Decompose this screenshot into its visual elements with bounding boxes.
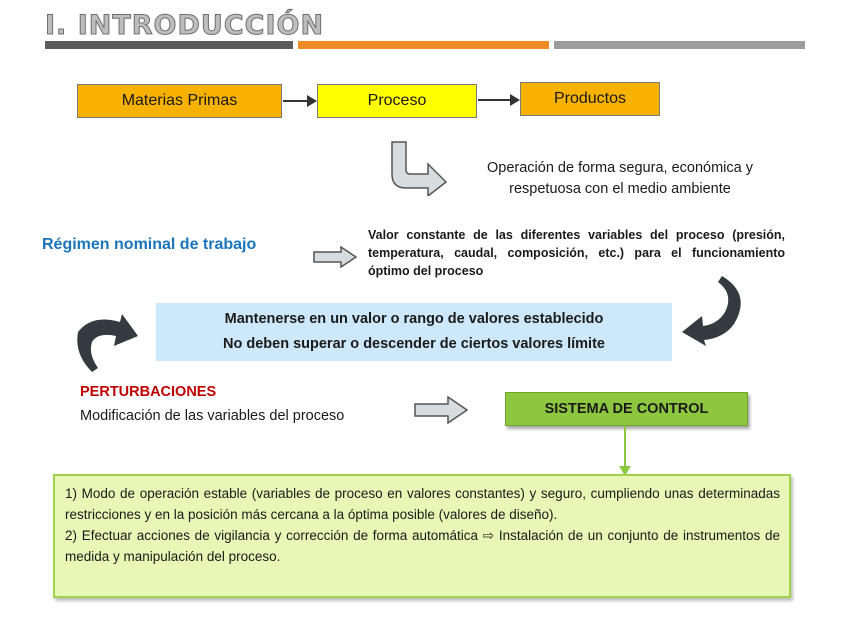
materias-primas-label: Materias Primas [121,92,238,109]
objetivos-box [53,474,791,598]
flow-arrow-1 [283,92,317,110]
curved-arrow-left-icon [74,312,140,374]
proceso-box [317,84,477,118]
bent-arrow-icon [388,140,452,196]
objetivo-item-2-a: 2) Efectuar acciones de vigilancia y corrección de forma automática [65,528,479,543]
sistema-connector-arrow [618,426,632,476]
regimen-label: Régimen nominal de trabajo [42,236,257,253]
objetivo-item-2-b: Instalación de un conjunto de instrumentos de medida y manipulación del proceso. [65,528,780,564]
arrow-right-icon: ⇨ [482,528,495,543]
curved-arrow-right-icon [680,274,750,346]
sistema-control-box [505,392,748,426]
productos-box [520,82,660,116]
operacion-text: Operación de forma segura, económica y respetuosa con el medio ambiente [487,160,753,197]
sistema-control-label: SISTEMA DE CONTROL [544,401,709,417]
proceso-label: Proceso [367,92,427,109]
perturbaciones-text: Modificación de las variables del proceso [80,408,345,424]
materias-primas-box [77,84,282,118]
page-title: I. INTRODUCCIÓN [45,10,325,41]
title-bar-dark [45,41,293,49]
regimen-arrow-icon [313,246,357,268]
rango-line-1: Mantenerse en un valor o rango de valores establecido [224,311,604,327]
objetivo-item-2 [65,525,780,567]
objetivo-item-1: 1) Modo de operación estable (variables de proceso en valores constantes) y seguro, cumpliendo unas determinadas restricciones y en la posición más cercana a la óptima posible (valores de diseño). [65,486,780,522]
perturbaciones-arrow-icon [414,396,468,424]
productos-label: Productos [553,90,627,107]
title-bar-orange [298,41,549,49]
valor-constante-text: Valor constante de las diferentes variables del proceso (presión, temperatura, caudal, composición, etc.) para el funcionamiento óptimo del proceso [368,228,785,278]
flow-arrow-2 [478,91,520,109]
rango-line-2: No deben superar o descender de ciertos valores límite [223,336,605,352]
title-bar-gray [554,41,805,49]
perturbaciones-heading: PERTURBACIONES [80,384,217,400]
